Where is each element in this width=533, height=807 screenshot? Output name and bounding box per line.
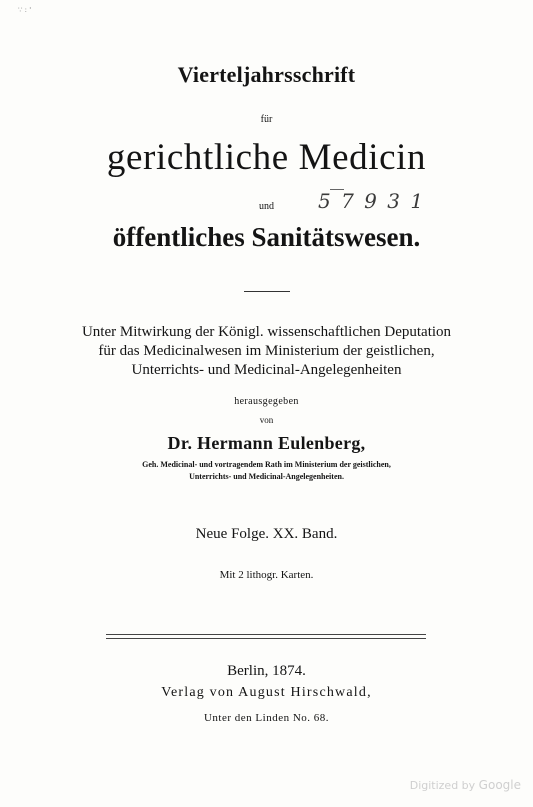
series-volume: Neue Folge. XX. Band. [195, 526, 338, 542]
double-divider-top [106, 634, 426, 635]
title-connector-fuer: für [260, 114, 273, 125]
collaboration-line: Unter Mitwirkung der Königl. wissenschaftlichen Deputation [81, 324, 452, 340]
collaboration-line: Unterrichts- und Medicinal-Angelegenheiten [131, 362, 402, 378]
short-divider [244, 291, 290, 292]
collaboration-line: für das Medicinalwesen im Ministerium der geistlichen, [98, 343, 435, 359]
collaboration-statement [0, 323, 533, 380]
herausgegeben-label: herausgegeben [234, 396, 299, 407]
editor-title-line: Geh. Medicinal- und vortragendem Rath im Ministerium der geistlichen, [142, 460, 391, 469]
editor-title [0, 459, 533, 483]
double-divider-bottom [106, 638, 426, 639]
corner-mark: ∵ : ' [18, 6, 32, 14]
title-line-2: gerichtliche Medicin [106, 137, 427, 178]
title-line-1: Vierteljahrsschrift [177, 62, 356, 87]
publisher-address: Unter den Linden No. 68. [203, 712, 330, 724]
publisher: Verlag von August Hirschwald, [161, 685, 372, 700]
city-year: Berlin, 1874. [227, 663, 306, 679]
google-watermark [410, 778, 521, 792]
title-connector-und: und [259, 201, 274, 212]
watermark-brand: Google [478, 778, 521, 792]
maps-note: Mit 2 lithogr. Karten. [219, 569, 314, 581]
editor-title-line: Unterrichts- und Medicinal-Angelegenheiten. [189, 472, 344, 481]
title-line-3: öffentliches Sanitätswesen. [112, 222, 421, 252]
editor-name: Dr. Hermann Eulenberg, [167, 433, 366, 453]
watermark-prefix: Digitized by [409, 779, 476, 792]
von-label: von [259, 415, 274, 425]
handwritten-number: 5 7 9 3 1 [318, 189, 426, 213]
